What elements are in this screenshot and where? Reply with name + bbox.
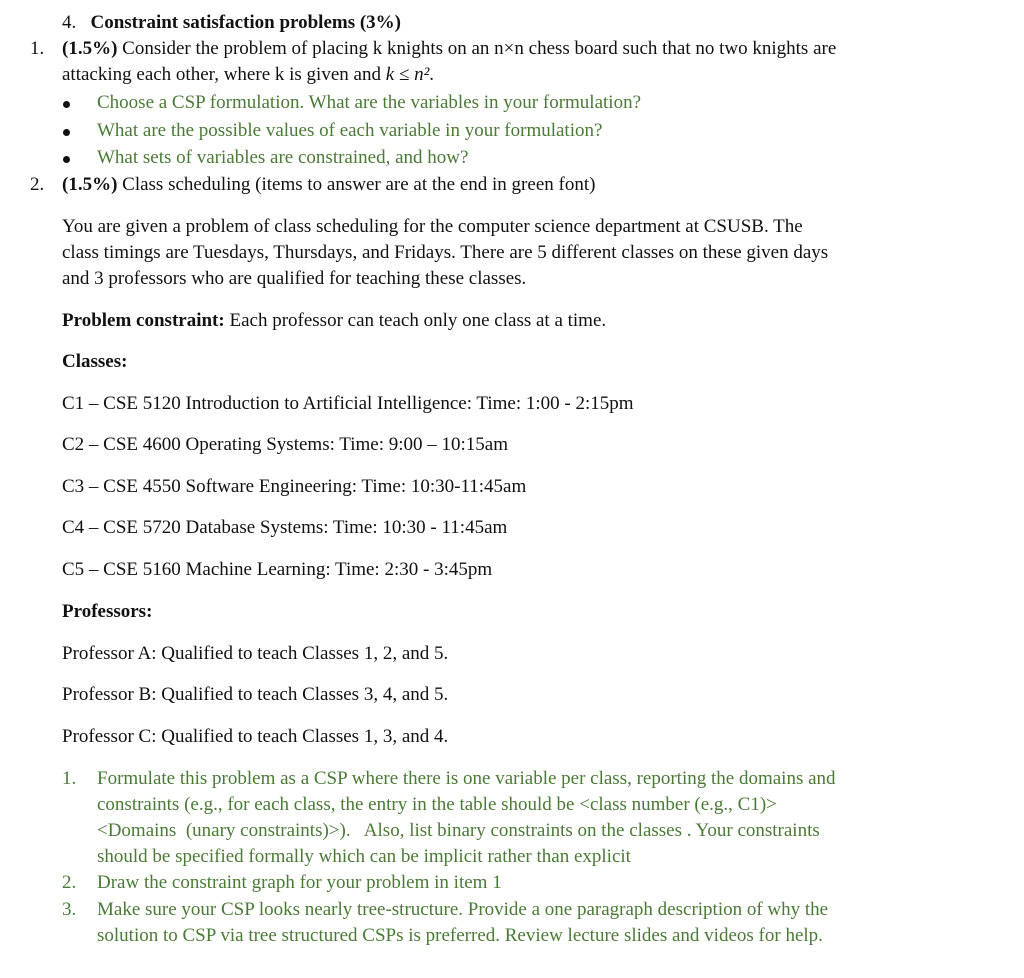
- q2-para-line-2: class timings are Tuesdays, Thursdays, and Fridays. There are 5 different classes on these given days: [62, 242, 829, 263]
- q1-bullet-3: What sets of variables are constrained, and how?: [97, 147, 469, 168]
- q2-weight: (1.5%): [62, 174, 118, 195]
- class-item-c5: C5 – CSE 5160 Machine Learning: Time: 2:30 - 3:45pm: [62, 559, 493, 580]
- section-number: 4.: [62, 12, 77, 33]
- task-1-line-1: Formulate this problem as a CSP where there is one variable per class, reporting the domains and: [97, 768, 836, 789]
- bullet-dot: [63, 129, 70, 136]
- q1-weight: (1.5%): [62, 38, 118, 59]
- task-1-line-3: <Domains (unary constraints)>). Also, list binary constraints on the classes . Your constraints: [97, 820, 820, 841]
- task-3-line-2: solution to CSP via tree structured CSPs is preferred. Review lecture slides and videos for help.: [97, 925, 823, 946]
- task-1-number: 1.: [62, 768, 77, 789]
- task-1-line-2: constraints (e.g., for each class, the entry in the table should be <class number (e.g., C1)>: [97, 794, 777, 815]
- q1-intro2: attacking each other, where k is given and: [62, 64, 386, 85]
- professor-c: Professor C: Qualified to teach Classes 1, 3, and 4.: [62, 726, 449, 747]
- q2-intro: Class scheduling (items to answer are at the end in green font): [117, 174, 596, 195]
- q2-para-line-1: You are given a problem of class scheduling for the computer science department at CSUSB. The: [62, 216, 803, 237]
- bullet-dot: [63, 156, 70, 163]
- constraint-text: Each professor can teach only one class at a time.: [224, 310, 607, 331]
- task-3-number: 3.: [62, 899, 77, 920]
- class-item-c4: C4 – CSE 5720 Database Systems: Time: 10:30 - 11:45am: [62, 517, 508, 538]
- task-1-line-4: should be specified formally which can be implicit rather than explicit: [97, 846, 631, 867]
- q1-condition: k ≤ n²: [385, 64, 430, 85]
- task-2-line-1: Draw the constraint graph for your problem in item 1: [97, 872, 502, 893]
- task-2-number: 2.: [62, 872, 77, 893]
- q1-number: 1.: [30, 38, 45, 59]
- bullet-dot: [63, 101, 70, 108]
- q1-bullet-1: Choose a CSP formulation. What are the variables in your formulation?: [97, 92, 642, 113]
- q1-bullet-2: What are the possible values of each variable in your formulation?: [97, 120, 603, 141]
- section-title: Constraint satisfaction problems (3%): [90, 12, 402, 33]
- q1-intro-line1: [62, 38, 836, 60]
- class-item-c1: C1 – CSE 5120 Introduction to Artificial Intelligence: Time: 1:00 - 2:15pm: [62, 393, 634, 414]
- professors-heading: Professors:: [62, 601, 153, 622]
- professor-a: Professor A: Qualified to teach Classes 1, 2, and 5.: [62, 643, 449, 664]
- problem-constraint: [62, 310, 606, 332]
- q1-period: .: [429, 64, 435, 85]
- q1-intro-line2: [62, 64, 434, 86]
- q1-intro: Consider the problem of placing k knights on an n×n chess board such that no two knights are: [117, 38, 837, 59]
- q2-para-line-3: and 3 professors who are qualified for teaching these classes.: [62, 268, 527, 289]
- professor-b: Professor B: Qualified to teach Classes 3, 4, and 5.: [62, 684, 449, 705]
- q2-number: 2.: [30, 174, 45, 195]
- section-heading: [62, 12, 401, 34]
- task-3-line-1: Make sure your CSP looks nearly tree-structure. Provide a one paragraph description of why the: [97, 899, 829, 920]
- q2-intro-line: [62, 174, 595, 196]
- classes-heading: Classes:: [62, 351, 128, 372]
- class-item-c3: C3 – CSE 4550 Software Engineering: Time: 10:30-11:45am: [62, 476, 527, 497]
- class-item-c2: C2 – CSE 4600 Operating Systems: Time: 9:00 – 10:15am: [62, 434, 508, 455]
- constraint-label: Problem constraint:: [62, 310, 225, 331]
